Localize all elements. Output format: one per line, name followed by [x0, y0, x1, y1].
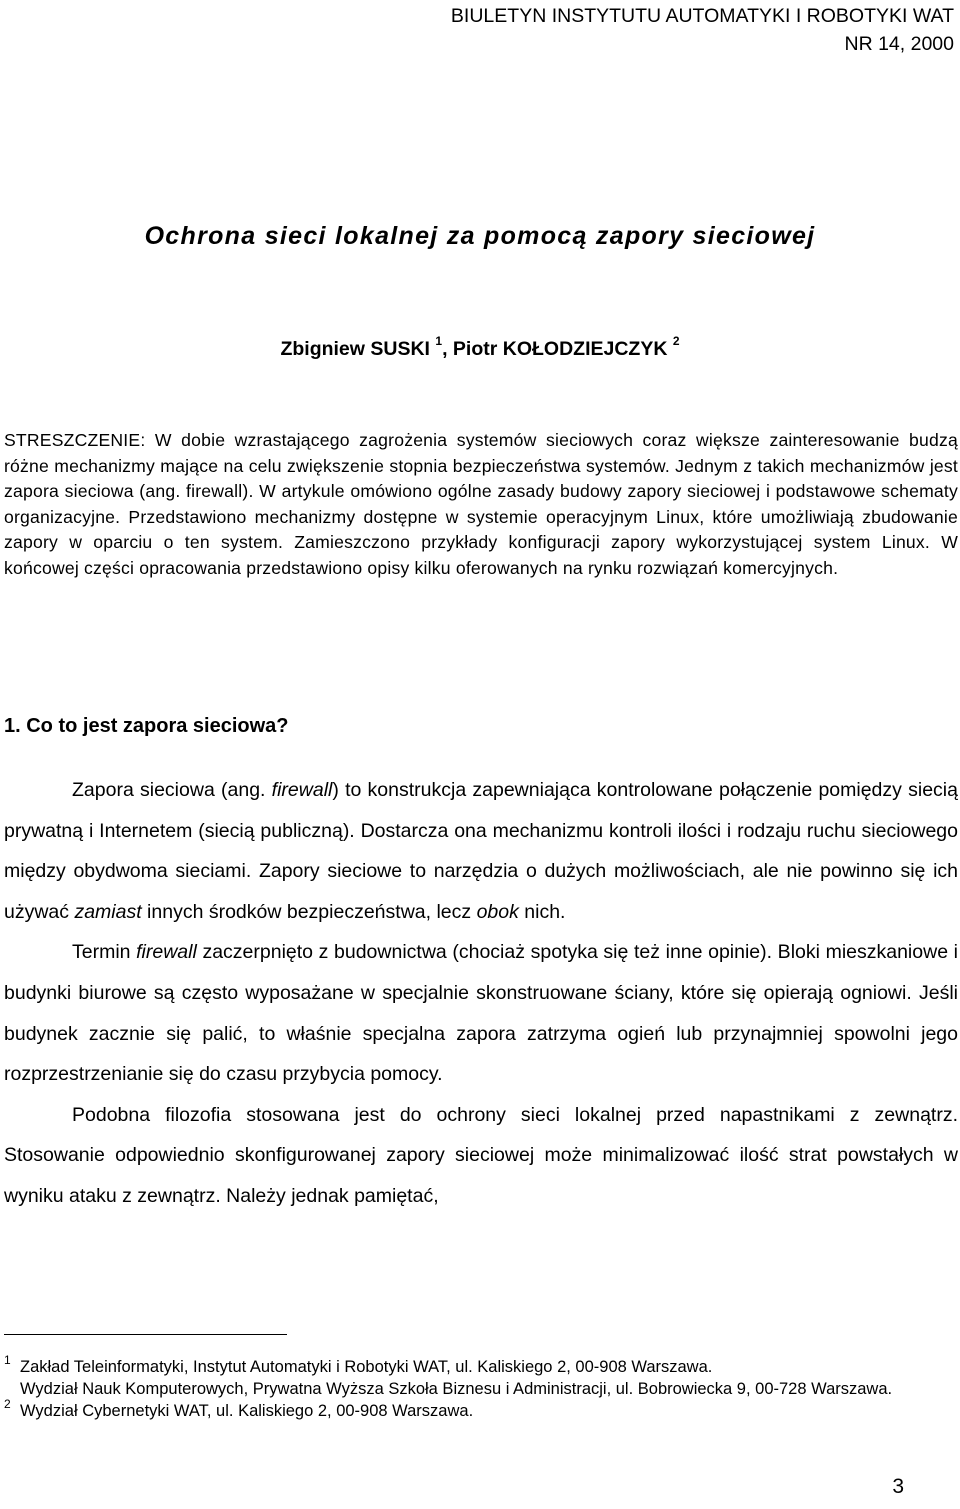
p1-emphasis-zamiast: zamiast — [74, 900, 142, 923]
author-1: Zbigniew SUSKI — [280, 338, 430, 360]
paragraph-2 — [4, 932, 958, 1094]
section-heading: 1. Co to jest zapora sieciowa? — [4, 715, 289, 737]
footnotes — [4, 1353, 944, 1422]
authors-line — [0, 333, 960, 361]
p1-text-g: nich. — [518, 900, 566, 923]
footnote-1-mark: 1 — [4, 1353, 11, 1367]
page-number: 3 — [892, 1475, 904, 1498]
p1-emphasis-firewall: firewall — [271, 779, 333, 801]
footnote-2-mark: 2 — [4, 1397, 11, 1411]
abstract: STRESZCZENIE: W dobie wzrastającego zagrożenia systemów sieciowych coraz większe zainteresowanie budzą różne mechanizmy mające na celu zwiększenie stopnia bezpieczeństwa systemów. Jednym z takich mechanizmów jest zapora sieciowa (ang. firewall). W artykule omówiono ogólne zasady budowy zapory sieciowej i podstawowe schematy organizacyjne. Przedstawiono mechanizmy dostępne w systemie operacyjnym Linux, które umożliwiają zbudowanie zapory w oparciu o ten system. Zamieszczono przykłady konfiguracji zapory wykorzystującej system Linux. W końcowej części opracowania przedstawiono opisy kilku oferowanych na rynku rozwiązań komercyjnych. — [4, 430, 958, 578]
p2-emphasis-firewall: firewall — [136, 941, 197, 964]
p1-text-a: Zapora sieciowa (ang. — [72, 779, 272, 801]
footnote-1-line-2: Wydział Nauk Komputerowych, Prywatna Wyższa Szkoła Biznesu i Administracji, ul. Bobrowiecka 9, 00-728 Warszawa. — [20, 1380, 893, 1398]
footnote-1-line-1: Zakład Teleinformatyki, Instytut Automatyki i Robotyki WAT, ul. Kaliskiego 2, 00-908 Warszawa. — [20, 1358, 713, 1376]
p1-emphasis-obok: obok — [476, 900, 519, 923]
author-2: Piotr KOŁODZIEJCZYK — [452, 338, 668, 360]
paper-title: Ochrona sieci lokalnej za pomocą zapory sieciowej — [144, 222, 816, 250]
paragraph-1 — [4, 770, 958, 932]
footnote-2 — [4, 1397, 944, 1422]
paragraph-3: Podobna filozofia stosowana jest do ochrony sieci lokalnej przed napastnikami z zewnątrz. Stosowanie odpowiednio skonfigurowanej zapory sieciowej może minimalizować ilość strat powstałych w wyniku ataku z zewnątrz. Należy jednak pamiętać, — [4, 1103, 958, 1207]
p1-text-c: ) to konstrukcja zapewniająca kontrolowane połączenie pomiędzy siecią prywatną i Internetem (siecią publiczną). Dostarcza ona mechanizmu kontroli ilości i rodzaju ruchu sieciowego między obydwoma sieciami. Zapory sieciowe to narzędzia o dużych możliwościach, ale nie powinno się ich używać — [4, 779, 958, 923]
journal-name: BIULETYN INSTYTUTU AUTOMATYKI I ROBOTYKI WAT — [450, 5, 954, 27]
footnote-divider — [4, 1334, 287, 1335]
journal-issue: NR 14, 2000 — [844, 33, 954, 55]
p2-text-a: Termin — [72, 941, 137, 964]
footnote-1 — [4, 1353, 944, 1400]
body-text — [4, 770, 958, 1217]
p2-text-c: zaczerpnięto z budownictwa (chociaż spotyka się też inne opinie). Bloki mieszkaniowe i budynki biurowe są często wyposażane w specjalnie skonstruowane ściany, które się opierają ogniowi. Jeśli budynek zacznie się palić, to właśnie specjalna zapora zatrzyma ogień lub przynajmniej spowolni jego rozprzestrzenianie się do czasu przybycia pomocy. — [4, 941, 958, 1086]
author-separator: , — [442, 338, 453, 360]
footnote-2-line-1: Wydział Cybernetyki WAT, ul. Kaliskiego 2, 00-908 Warszawa. — [20, 1402, 474, 1420]
author-2-footnote-mark: 2 — [672, 333, 680, 348]
author-1-footnote-mark: 1 — [435, 333, 443, 348]
journal-header — [451, 2, 954, 58]
p1-text-e: innych środków bezpieczeństwa, lecz — [141, 900, 477, 923]
